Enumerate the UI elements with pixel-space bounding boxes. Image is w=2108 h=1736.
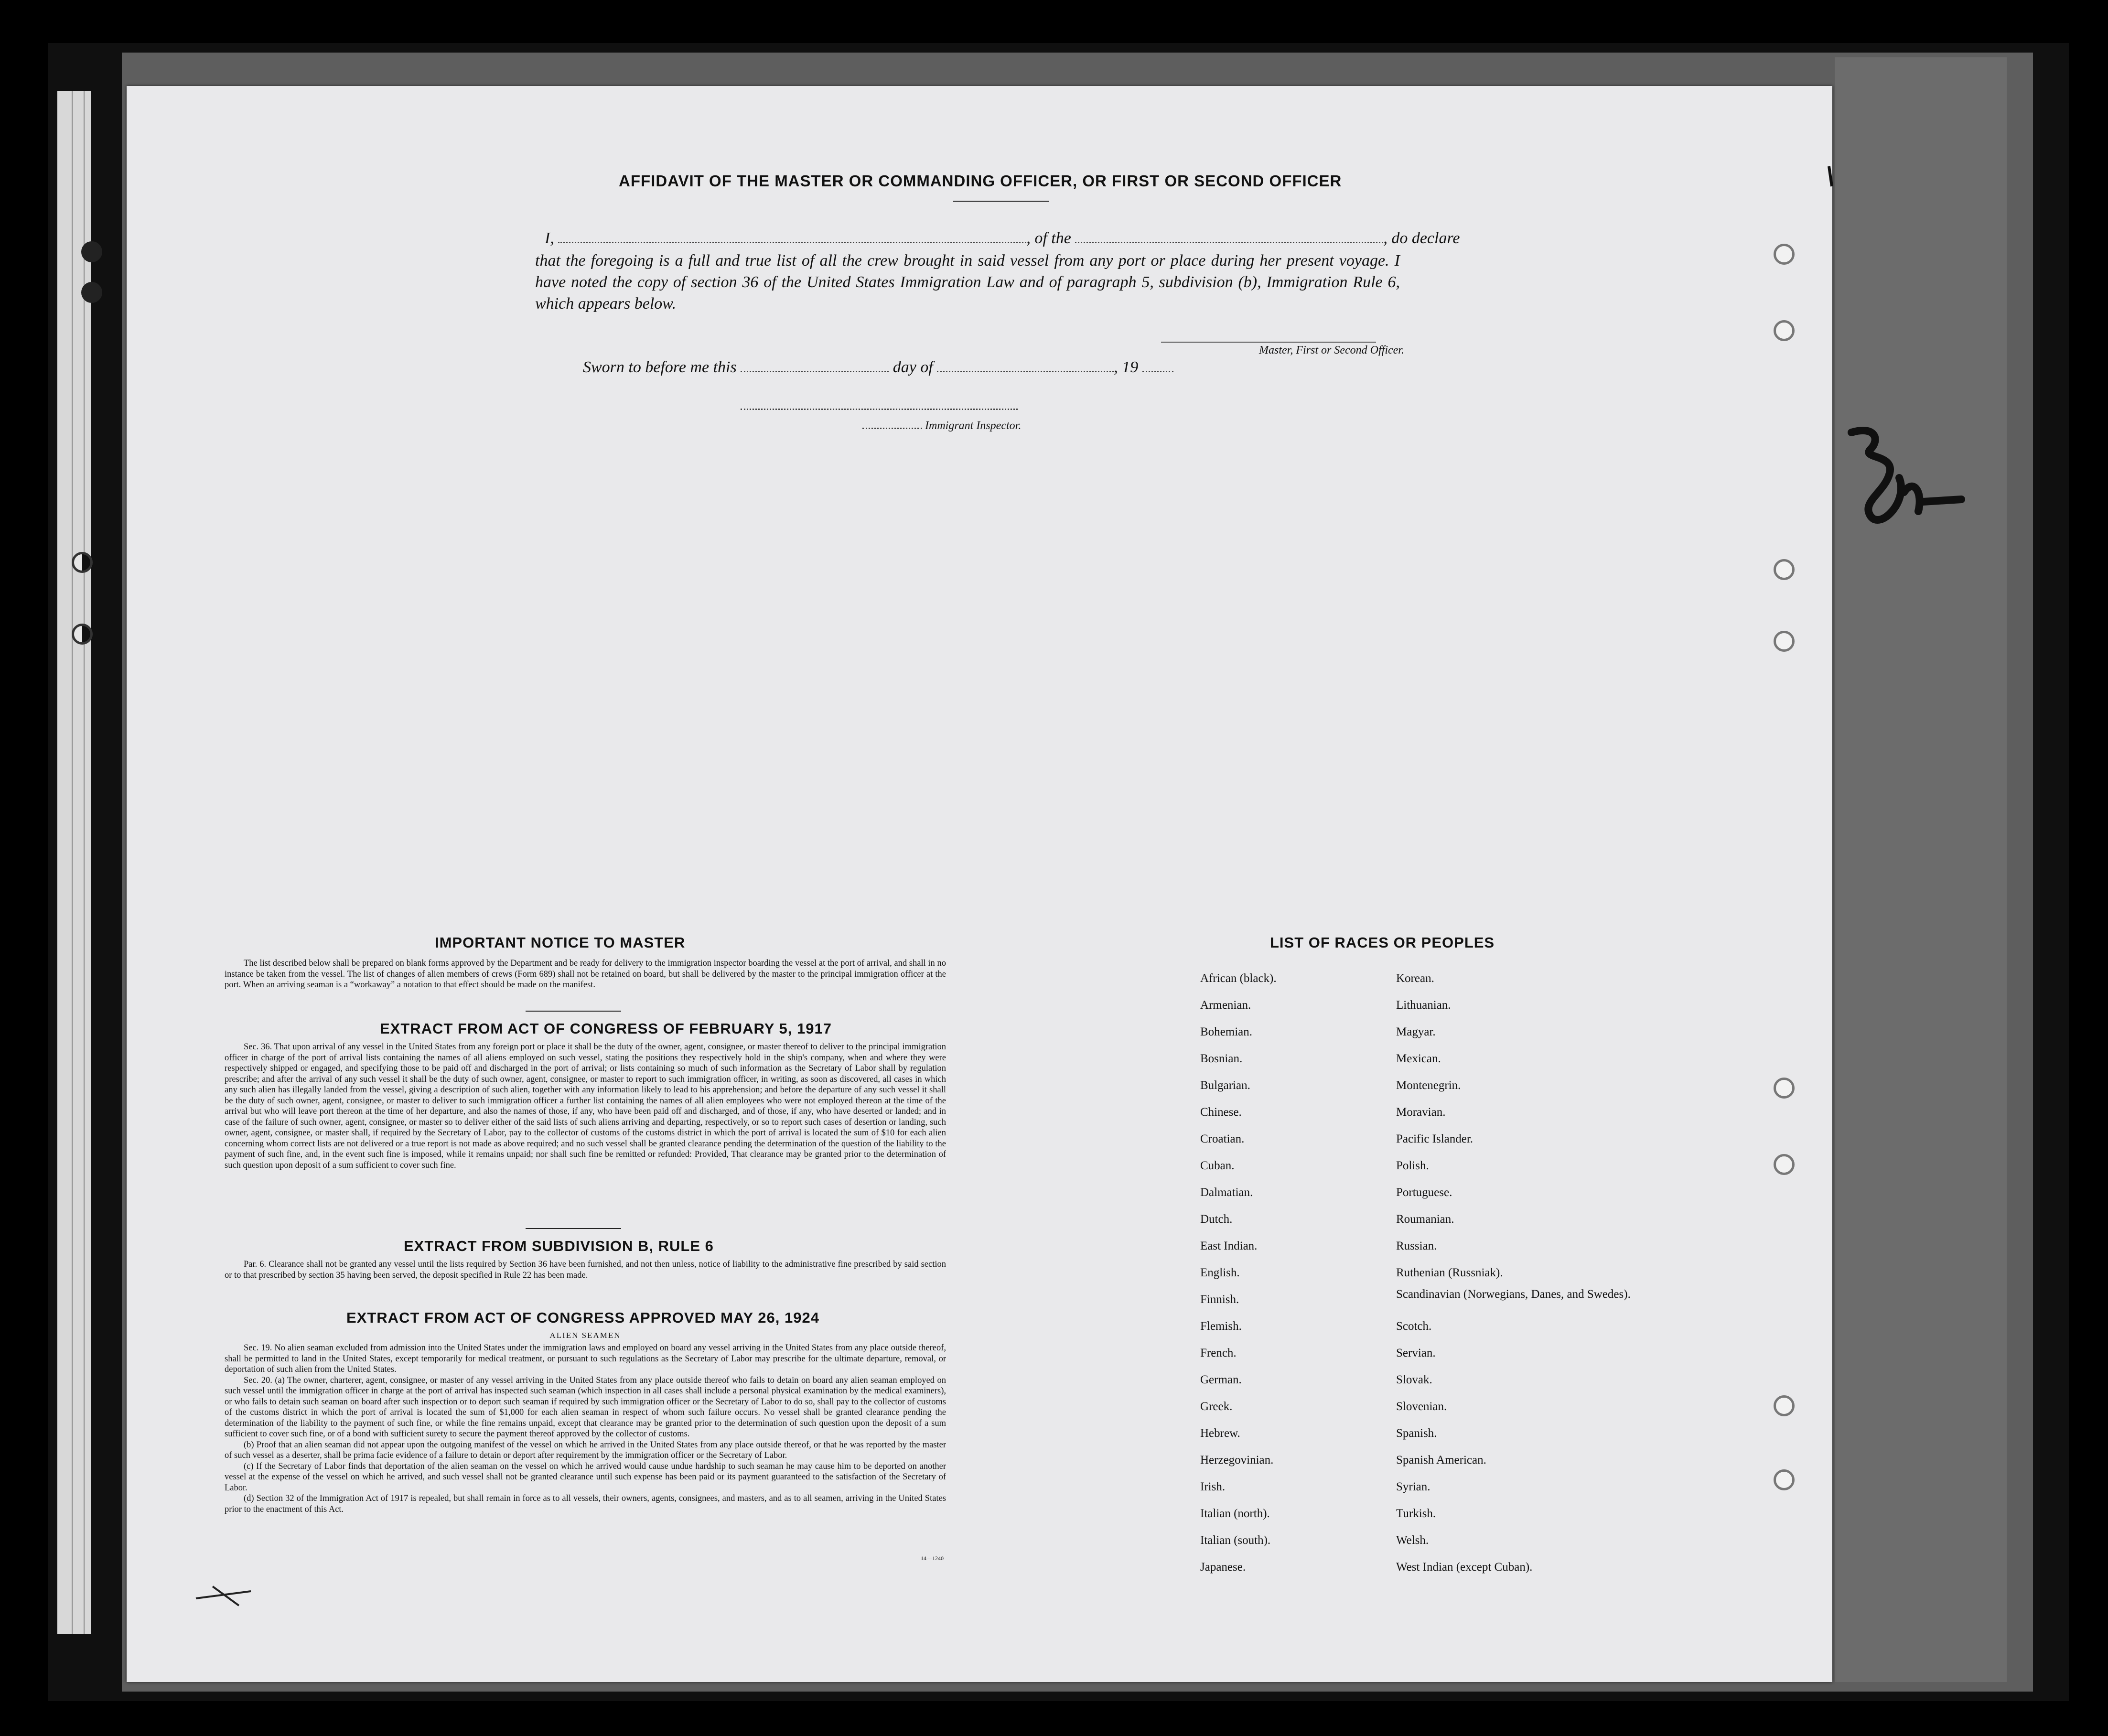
race-item: West Indian (except Cuban). [1396, 1561, 1533, 1574]
alien-seamen-subtitle: ALIEN SEAMEN [549, 1331, 621, 1340]
race-item: Syrian. [1396, 1480, 1430, 1493]
extract-1917-body [225, 1042, 946, 1171]
sworn-line [583, 358, 1173, 377]
extract-1924-title: EXTRACT FROM ACT OF CONGRESS APPROVED MAY 26, 1924 [346, 1309, 819, 1326]
affidavit-body: that the foregoing is a full and true list of all the crew brought in said vessel from any port or place during her present voyage. I have noted the copy of section 36 of the United States Immigration Law and of paragraph 5, subdivision (b), Immigration Rule 6, which appears below. [535, 252, 1400, 313]
race-item: Portuguese. [1396, 1186, 1452, 1199]
race-item: Flemish. [1200, 1320, 1242, 1333]
race-item: Cuban. [1200, 1159, 1235, 1172]
divider [526, 1228, 621, 1229]
race-item: Slovenian. [1396, 1400, 1447, 1413]
race-item: Bosnian. [1200, 1052, 1243, 1065]
sworn-day-blank[interactable] [741, 367, 889, 372]
declaration-line [545, 229, 1460, 248]
pencil-mark [194, 1582, 260, 1610]
section-36-text: Sec. 36. That upon arrival of any vessel in the United States from any foreign port or place it shall be the duty of the owner, agent, consignee, or master thereof to deliver to the principal immigration officer in charge of the port of arrival lists containing the names of all aliens employed on such vessel, stating the positions they respectively hold in the ship's company, when and where they were respectively shipped or engaged, and specifying those to be paid off and discharged in the port of arrival; or lists containing so much of such information as the Secretary of Labor shall by regulation prescribe; and after the arrival of any such vessel it shall be the duty of such owner, agent, consignee, or master to report to such immigration officer, in writing, as soon as discovered, all cases in which any such alien has illegally landed from the vessel, giving a description of such alien, together with any information likely to lead to his apprehension; and before the departure of any such vessel it shall be the duty of such owner, agent, consignee, or master to deliver to such immigration officer a further list containing the names of all alien employees who were not employed thereon at the time of the arrival but who will leave port thereon at the time of her departure, and also the names of those, if any, who have been paid off and discharged, and of those, if any, who have deserted or landed; and in case of the failure of such owner, agent, consignee, or master so to deliver either of the said lists of such aliens arriving and departing, respectively, or so to report such cases of desertion or landing, such owner, agent, consignee, or master shall, if required by the Secretary of Labor, pay to the collector of customs of the customs district in which the port of arrival is located the sum of $10 for each alien concerning whom correct lists are not delivered or a true report is not made as above required; and no such vessel shall be granted clearance pending the determination of the question of the liability to the payment of such fine, and, in the event such fine is imposed, while it remains unpaid; nor shall such fine be remitted or refunded: Provided, That clearance may be granted prior to the determination of such question upon deposit of a sum sufficient to cover such fine. [225, 1042, 946, 1170]
race-item: Finnish. [1200, 1293, 1239, 1306]
race-item: Spanish American. [1396, 1454, 1486, 1466]
section-20c-text: (c) If the Secretary of Labor finds that deportation of the alien seaman on the vessel on which he arrived would cause undue hardship to such seaman he may cause him to be deported on another vessel at the expense of the vessel on which he arrived, and such vessel shall not be granted clearance until such expense has been paid or its payment guaranteed to the satisfaction of the Secretary of Labor. [225, 1461, 946, 1493]
notice-body [225, 958, 946, 991]
race-item: Korean. [1396, 972, 1434, 985]
race-item: Moravian. [1396, 1106, 1446, 1119]
race-item: East Indian. [1200, 1240, 1258, 1252]
sworn-year-prefix: , 19 [1114, 358, 1139, 376]
affidavit-title: AFFIDAVIT OF THE MASTER OR COMMANDING OFFICER, OR FIRST OR SECOND OFFICER [619, 172, 1342, 190]
rule6-body [225, 1259, 946, 1281]
punch-hole [1774, 1154, 1795, 1175]
punch-hole [1774, 320, 1795, 341]
section-20b-text: (b) Proof that an alien seaman did not appear upon the outgoing manifest of the vessel on which he arrived in the United States from any place outside thereof, or that he was reported by the master of such vessel as a deserter, shall be prima facie evidence of a failure to detain or deport after requirement by the immigration officer or the Secretary of Labor. [225, 1440, 946, 1460]
margin-line [84, 91, 85, 1634]
extract-1924-body [225, 1343, 946, 1515]
binder-hole [72, 552, 93, 573]
race-item: Pacific Islander. [1396, 1132, 1473, 1145]
race-item: Italian (north). [1200, 1507, 1270, 1520]
race-item: German. [1200, 1373, 1242, 1386]
race-item: Japanese. [1200, 1561, 1246, 1574]
handwritten-initials-mark [1842, 421, 1971, 545]
race-item: Montenegrin. [1396, 1079, 1461, 1092]
binder-hole [81, 241, 102, 262]
extract-1917-title: EXTRACT FROM ACT OF CONGRESS OF FEBRUARY 5, 1917 [380, 1020, 832, 1037]
divider [526, 1011, 621, 1012]
punch-hole [1774, 631, 1795, 652]
master-signature-line[interactable] [1161, 342, 1376, 343]
race-item: Bohemian. [1200, 1025, 1253, 1038]
rule6-title: EXTRACT FROM SUBDIVISION B, RULE 6 [404, 1238, 714, 1254]
punch-hole [1774, 1395, 1795, 1416]
races-title: LIST OF RACES OR PEOPLES [1270, 934, 1495, 951]
race-item: Spanish. [1396, 1427, 1437, 1440]
inspector-signature-line[interactable] [741, 409, 1018, 410]
punch-hole [1774, 559, 1795, 580]
section-20a-text: Sec. 20. (a) The owner, charterer, agent, consignee, or master of any vessel arriving in the United States from any place outside thereof who fails to detain on board any alien seaman employed on such vessel until the immigration officer in charge at the port of arrival has inspected such seaman (which inspection in all cases shall include a personal physical examination by the medical examiners), or who fails to detain such seaman on board after such inspection or to deport such seaman if required by such immigration officer or the Secretary of Labor to do so, shall pay to the collector of customs of the customs district in which the port of arrival is located the sum of $1,000 for each alien seaman in respect of whom such failure occurs. No vessel shall be granted clearance pending the determination of the liability to the payment of such fine, or while the fine remains unpaid, except that clearance may be granted prior to the determination of such question upon the deposit of a sum sufficient to cover such fine, or of a bond with sufficient surety to secure the payment thereof approved by the collector of customs. [225, 1375, 946, 1439]
race-item: Magyar. [1396, 1025, 1436, 1038]
race-item: Croatian. [1200, 1132, 1245, 1145]
race-item: Herzegovinian. [1200, 1454, 1274, 1466]
sworn-year-blank[interactable] [1142, 367, 1173, 372]
form-number: 14—1240 [921, 1555, 944, 1562]
race-item: Chinese. [1200, 1106, 1242, 1119]
sworn-text: Sworn to before me this [583, 358, 737, 376]
section-19-text: Sec. 19. No alien seaman excluded from admission into the United States under the immigration laws and employed on board any vessel arriving in the United States from any place outside thereof, shall be permitted to land in the United States, except temporarily for medical treatment, or pursuant to such regulations as the Secretary of Labor may prescribe for the ultimate departure, removal, or deportation of such alien from the United States. [225, 1343, 946, 1374]
race-item: Bulgarian. [1200, 1079, 1250, 1092]
inspector-label: Immigrant Inspector. [925, 420, 1022, 432]
left-margin-strip [57, 91, 91, 1634]
sworn-month-blank[interactable] [937, 367, 1114, 372]
race-item: Roumanian. [1396, 1213, 1454, 1226]
race-item: Lithuanian. [1396, 999, 1451, 1012]
inspector-blank[interactable] [862, 425, 922, 429]
notice-title: IMPORTANT NOTICE TO MASTER [435, 934, 686, 951]
races-column-1 [1200, 965, 1387, 1581]
races-column-2 [1396, 965, 1631, 1581]
declaration-of: , of the [1026, 229, 1071, 247]
declaration-i: I, [545, 229, 554, 247]
race-item: Mexican. [1396, 1052, 1441, 1065]
race-item: Russian. [1396, 1240, 1437, 1252]
binder-hole [81, 282, 102, 303]
punch-hole [1774, 1078, 1795, 1099]
binder-hole [72, 624, 93, 645]
race-item: Scandinavian (Norwegians, Danes, and Swedes). [1396, 1288, 1631, 1301]
race-item: African (black). [1200, 972, 1277, 985]
race-item: Dutch. [1200, 1213, 1233, 1226]
race-item: Dalmatian. [1200, 1186, 1253, 1199]
race-item: Greek. [1200, 1400, 1233, 1413]
pen-tick-mark [1825, 162, 1844, 201]
paragraph-6-text: Par. 6. Clearance shall not be granted any vessel until the lists required by Section 36 have been furnished, and not then unless, notice of liability to the administrative fine prescribed by said section or to that prescribed by section 35 having been served, the deposit specified in Rule 22 has been made. [225, 1260, 946, 1280]
back-sheet-edge [1835, 57, 2007, 1682]
notice-text: The list described below shall be prepared on blank forms approved by the Department and be ready for delivery to the immigration inspector boarding the vessel at the port of arrival, and shall in no instance be taken from the vessel. The list of changes of alien members of crews (Form 689) shall not be retained on board, but shall be delivered by the master to the principal immigration officer at the port. When an arriving seaman is a “workaway” a notation to that effect should be made on the manifest. [225, 959, 946, 990]
sworn-day-of: day of [893, 358, 933, 376]
vessel-blank[interactable] [1075, 238, 1383, 243]
race-item: French. [1200, 1347, 1237, 1359]
race-item: Slovak. [1396, 1373, 1432, 1386]
race-item: English. [1200, 1266, 1240, 1279]
race-item: Scotch. [1396, 1320, 1432, 1333]
race-item: Welsh. [1396, 1534, 1429, 1547]
declaration-declare: , do declare [1383, 229, 1460, 247]
punch-hole [1774, 244, 1795, 265]
race-item: Servian. [1396, 1347, 1436, 1359]
divider [953, 201, 1049, 202]
race-item: Polish. [1396, 1159, 1429, 1172]
race-item: Irish. [1200, 1480, 1226, 1493]
race-item: Turkish. [1396, 1507, 1436, 1520]
inspector-line [862, 420, 1021, 432]
margin-line [72, 91, 73, 1634]
punch-hole [1774, 1469, 1795, 1490]
race-item: Armenian. [1200, 999, 1251, 1012]
race-item: Italian (south). [1200, 1534, 1271, 1547]
section-20d-text: (d) Section 32 of the Immigration Act of 1917 is repealed, but shall remain in force as to all vessels, their owners, agents, consignees, and masters, and as to all seamen, arriving in the United States prior to the enactment of this Act. [225, 1494, 946, 1514]
master-signature-label: Master, First or Second Officer. [1259, 344, 1404, 356]
document-page [127, 86, 1832, 1682]
name-blank[interactable] [558, 238, 1026, 243]
race-item: Hebrew. [1200, 1427, 1240, 1440]
race-item: Ruthenian (Russniak). [1396, 1266, 1503, 1279]
